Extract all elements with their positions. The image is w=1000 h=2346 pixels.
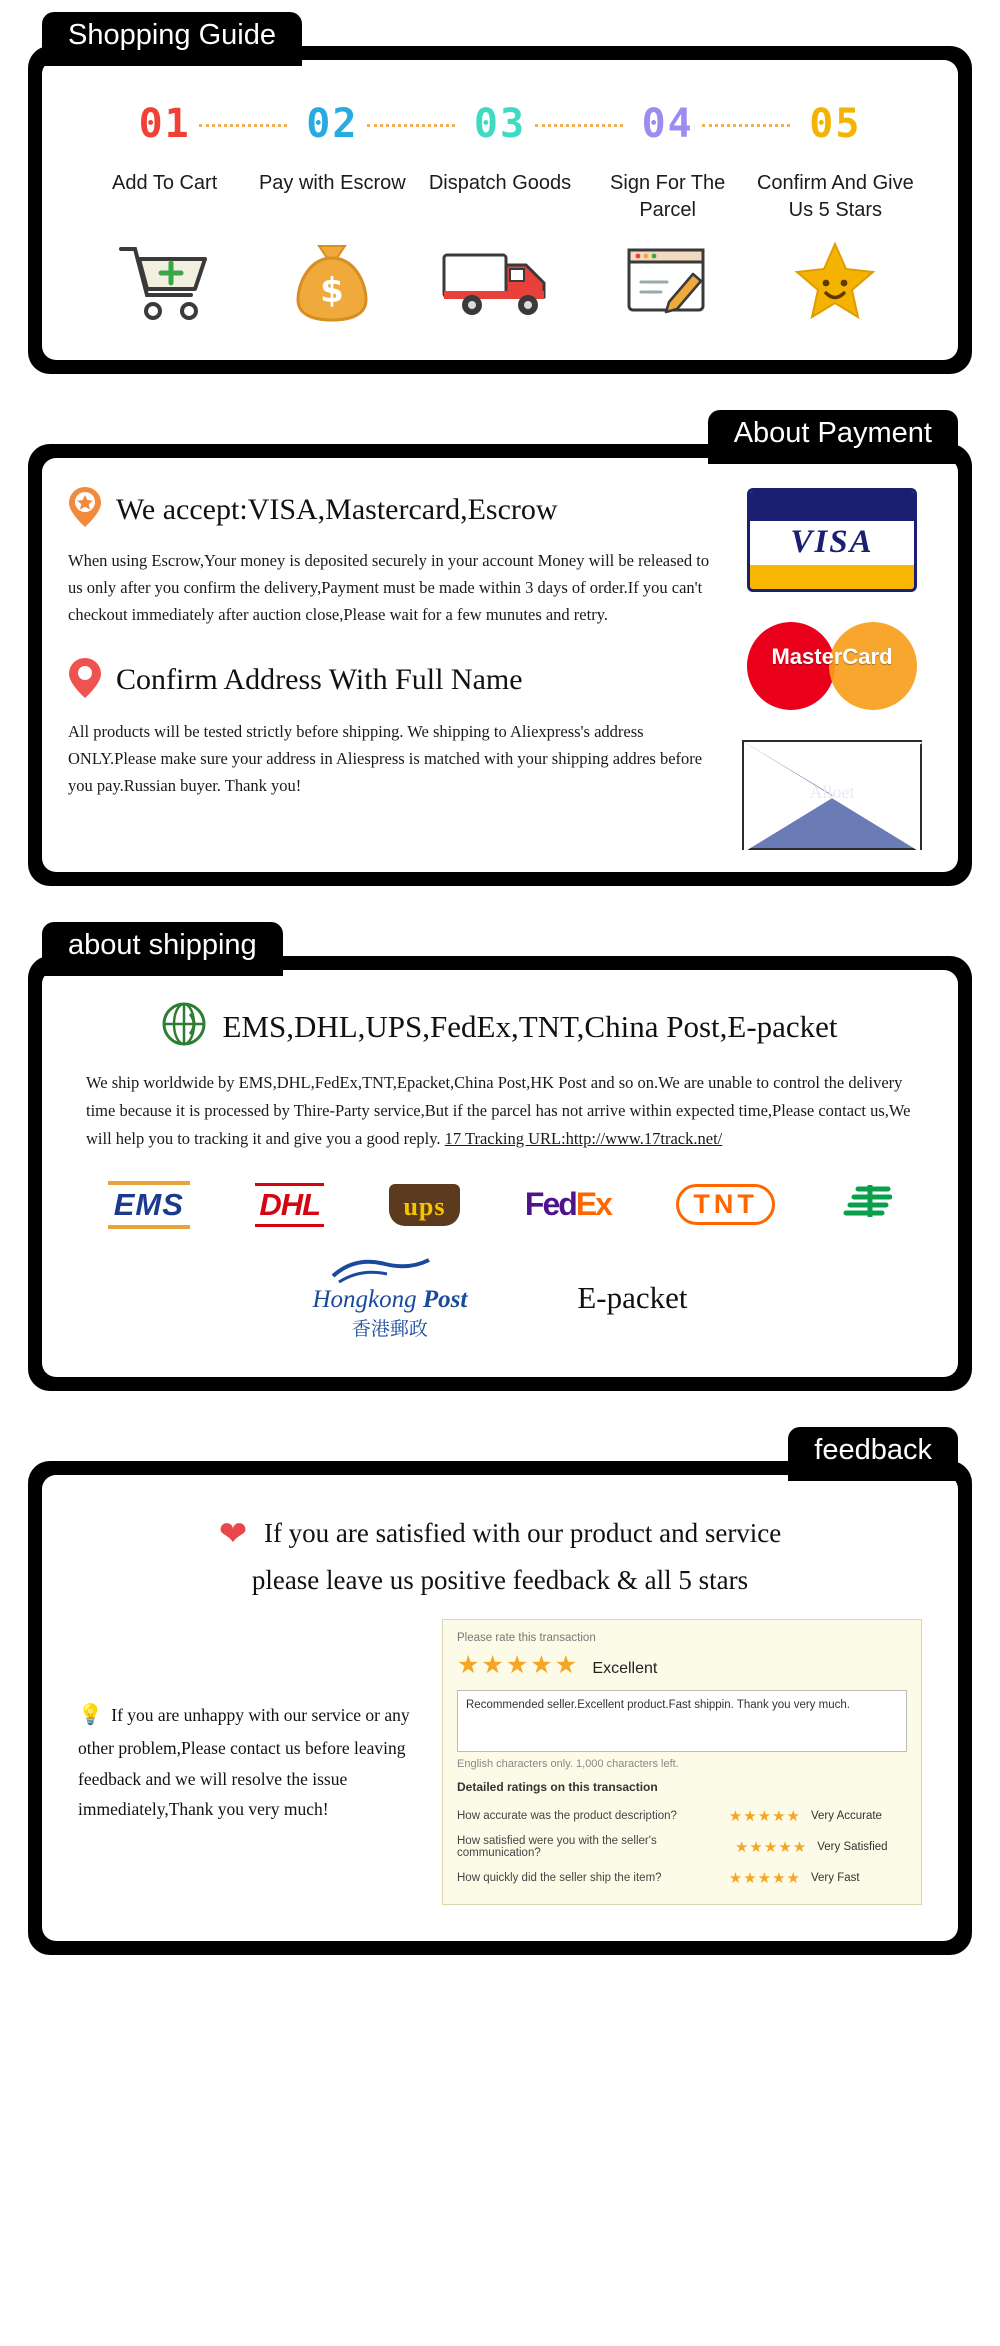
shopping-guide-panel <box>28 19 972 374</box>
about-shipping-panel <box>28 929 972 1391</box>
steps-list <box>68 82 932 338</box>
step-number: 04 <box>641 101 694 147</box>
payment-heading-1-text: We accept:VISA,Mastercard,Escrow <box>116 492 558 526</box>
hk-post-word-1: Hongkong <box>312 1286 417 1314</box>
smiling-star-icon <box>757 232 914 332</box>
rating-question: How satisfied were you with the seller's communication? <box>457 1834 657 1859</box>
svg-text:$: $ <box>320 271 345 311</box>
payment-text-1: When using Escrow,Your money is deposited securely in your account Money will be released to us only after you confirm the delivery,Payment must be made within 3 days of order.If you can't checkout immediately after auction close,Please wait for a few munutes and retry. <box>68 551 710 625</box>
rating-question: How accurate was the product description? <box>457 1809 677 1822</box>
lightbulb-icon: 💡 <box>78 1704 103 1727</box>
hk-post-word-2: Post <box>422 1286 468 1314</box>
step-item <box>756 101 914 332</box>
step-number: 01 <box>138 101 191 147</box>
step-number: 03 <box>473 101 527 147</box>
about-payment-tab: About Payment <box>708 410 958 464</box>
step-item <box>254 101 411 332</box>
fedex-logo: FedEx <box>524 1186 611 1223</box>
mastercard-logo <box>747 614 917 718</box>
payment-text-2: All products will be tested strictly before shipping. We shipping to Aliexpress's address ONLY.Please make sure your address in Aliespress is matched with your shipping addres before you pay.Russian buyer. Thank you! <box>68 721 703 796</box>
rating-question: How quickly did the seller ship the item? <box>457 1871 662 1884</box>
step-label: Pay with Escrow <box>258 172 406 194</box>
feedback-body <box>42 1475 958 1941</box>
payment-heading-2 <box>68 657 714 704</box>
detailed-rating-row <box>457 1802 907 1830</box>
shopping-guide-tab: Shopping Guide <box>42 12 302 66</box>
mastercard-wordmark: MasterCard <box>771 644 893 669</box>
rating-label: Excellent <box>592 1659 658 1677</box>
shipping-text-main: We ship worldwide by EMS,DHL,FedEx,TNT,Epacket,China Post,HK Post and so on.We are unable to control the delivery time because it is processed by Thire-Party service,But if the parcel has not arrive within expected time,Please contact us,We will help you to tracking it and give you a good reply. <box>86 1073 911 1149</box>
epacket-logo: E-packet <box>577 1279 688 1315</box>
tracking-url-link[interactable]: 17 Tracking URL:http://www.17track.net/ <box>444 1129 723 1149</box>
about-shipping-body <box>42 970 958 1377</box>
rating-value: Very Accurate <box>811 1809 882 1822</box>
payment-heading-2-text: Confirm Address With Full Name <box>116 663 523 697</box>
detailed-rating-row <box>457 1864 907 1892</box>
feedback-left-text-content: If you are unhappy with our service or any other problem,Please contact us before leaving feedback and we will resolve the issue immediately,Thank you very much! <box>78 1705 410 1820</box>
delivery-truck-icon <box>421 232 578 332</box>
hongkong-post-name-cn: 香港郵政 <box>351 1319 428 1341</box>
rating-stars[interactable]: ★★★★★ <box>457 1650 580 1679</box>
visa-wordmark: VISA <box>750 521 914 566</box>
china-post-logo <box>840 1179 892 1230</box>
visa-bottom-bar <box>750 565 914 589</box>
character-counter: English characters only. 1,000 characters left. <box>457 1757 679 1770</box>
shopping-cart-icon <box>86 232 243 332</box>
ems-logo: EMS <box>108 1181 190 1229</box>
step-number: 02 <box>306 101 359 147</box>
feedback-form-screenshot <box>442 1619 922 1905</box>
shipping-heading <box>68 1002 932 1051</box>
feedback-panel <box>28 1434 972 1955</box>
envelope-icon <box>742 740 922 850</box>
step-item <box>589 101 746 332</box>
about-payment-body <box>42 458 958 872</box>
carrier-logos-row-2 <box>68 1238 932 1355</box>
about-payment-panel <box>28 417 972 886</box>
shopping-guide-body <box>42 60 958 360</box>
ups-logo: ups <box>389 1184 459 1226</box>
step-label: Confirm And Give Us 5 Stars <box>756 172 914 221</box>
rating-stars[interactable]: ★★★★★ <box>734 1838 808 1856</box>
step-number: 05 <box>809 101 862 147</box>
step-item <box>421 101 578 332</box>
dhl-logo: DHL <box>255 1183 324 1227</box>
detailed-rating-row <box>457 1830 907 1864</box>
detailed-ratings-title: Detailed ratings on this transaction <box>457 1779 658 1794</box>
visa-logo <box>747 488 917 592</box>
globe-icon <box>162 1002 206 1051</box>
product-description-page <box>0 19 1000 2346</box>
comment-textarea[interactable]: Recommended seller.Excellent product.Fast shippin. Thank you very much. <box>457 1690 907 1752</box>
visa-top-bar <box>750 491 914 521</box>
sign-document-icon <box>589 232 746 332</box>
step-label: Dispatch Goods <box>428 172 572 194</box>
payment-heading-1 <box>68 486 714 533</box>
feedback-heading <box>68 1509 932 1601</box>
shipping-text <box>86 1069 914 1153</box>
rating-row <box>457 1650 907 1680</box>
feedback-left-text <box>78 1698 418 1825</box>
about-shipping-tab: about shipping <box>42 922 283 976</box>
heart-icon: ❤ <box>218 1516 248 1554</box>
tnt-logo: TNT <box>676 1184 774 1225</box>
location-star-pin-icon <box>68 486 102 533</box>
step-item <box>86 101 243 332</box>
rating-stars[interactable]: ★★★★★ <box>728 1807 801 1825</box>
envelope-brand-label: Alloet <box>809 781 855 802</box>
step-label: Add To Cart <box>112 172 218 194</box>
rating-value: Very Satisfied <box>817 1840 888 1853</box>
hongkong-post-logo <box>312 1254 467 1341</box>
rating-value: Very Fast <box>811 1871 860 1884</box>
location-pin-icon <box>68 657 102 704</box>
rating-stars[interactable]: ★★★★★ <box>728 1869 801 1887</box>
feedback-heading-line-1: If you are satisfied with our product and service <box>263 1518 782 1549</box>
hongkong-post-name <box>312 1286 467 1314</box>
rate-prompt: Please rate this transaction <box>457 1631 596 1644</box>
feedback-tab: feedback <box>788 1427 958 1481</box>
step-label: Sign For The Parcel <box>610 172 726 221</box>
carrier-logos-row-1 <box>68 1179 932 1238</box>
feedback-heading-line-2: please leave us positive feedback & all 5 stars <box>251 1565 749 1596</box>
shipping-heading-text: EMS,DHL,UPS,FedEx,TNT,China Post,E-packet <box>222 1008 838 1044</box>
money-bag-icon <box>254 232 411 332</box>
